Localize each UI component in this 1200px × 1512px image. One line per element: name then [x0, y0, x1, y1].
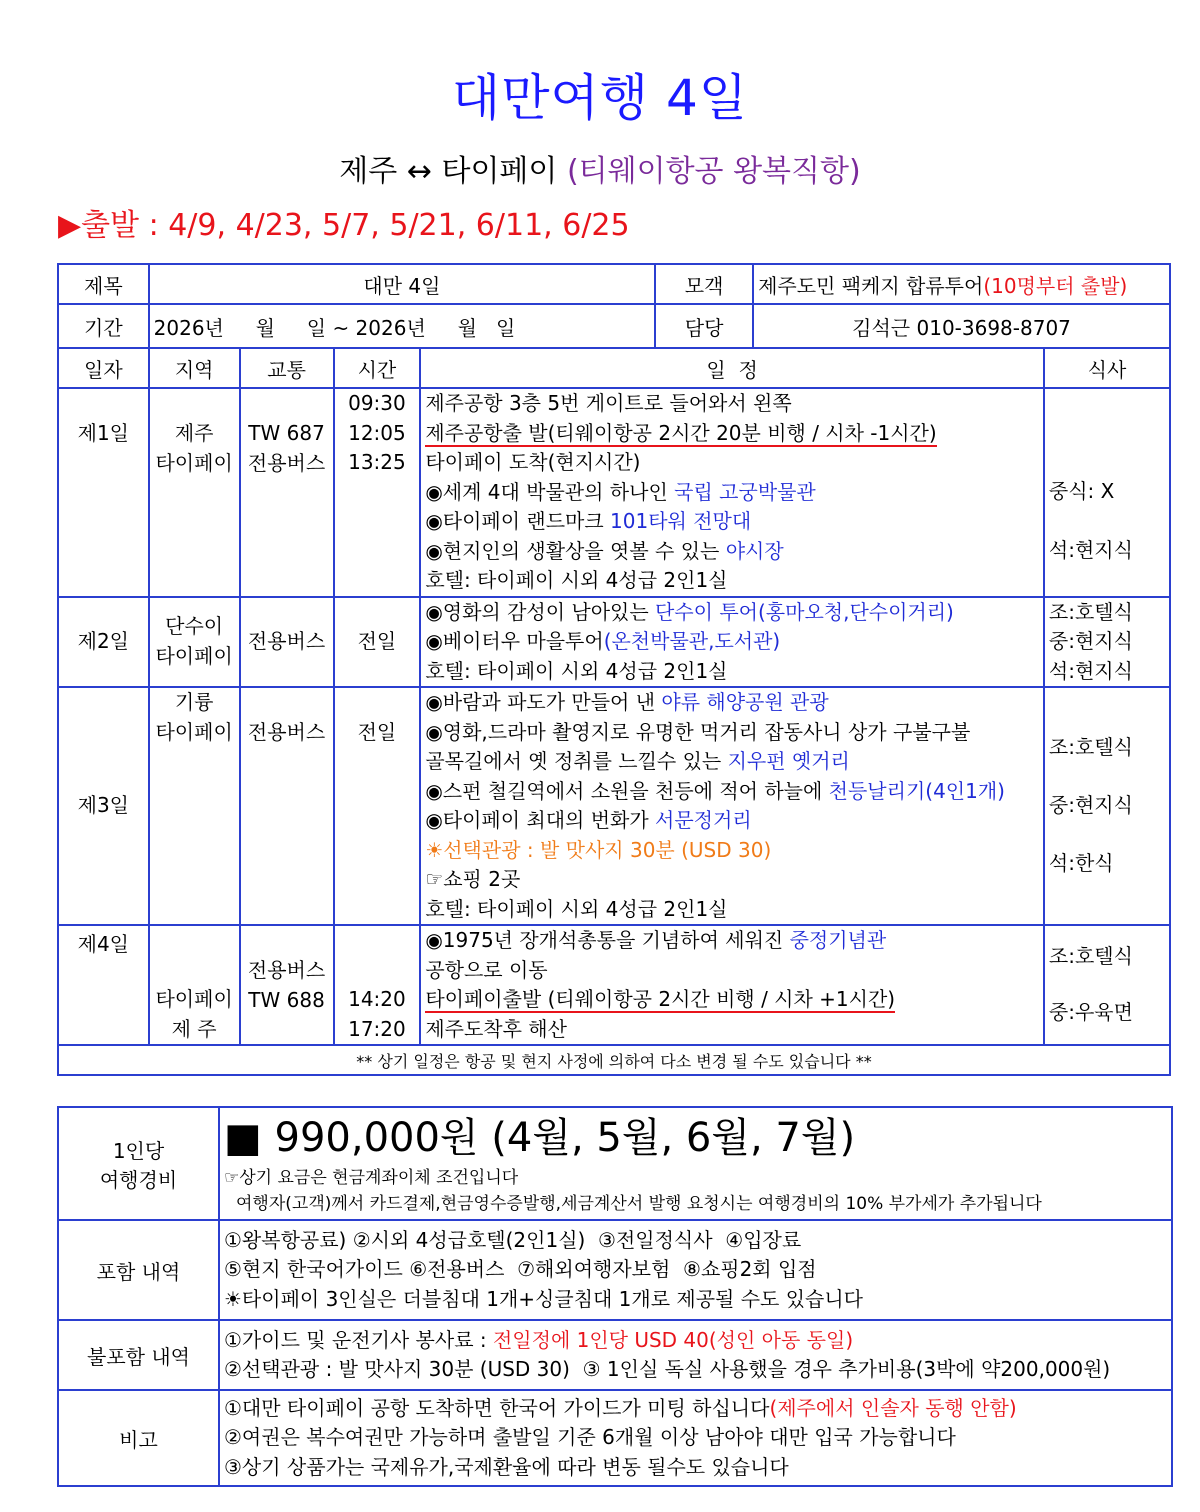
- day-label: [58, 597, 149, 688]
- schedule-text: ◉베이터우 마을투어: [425, 629, 604, 653]
- meal-text: 중:현지식: [1048, 629, 1133, 653]
- schedule-highlight: 지우펀 옛거리: [727, 749, 850, 773]
- schedule-text: 호텔: 타이페이 시외 4성급 2인1실: [425, 658, 728, 683]
- meal-text: 중:현지식: [1048, 793, 1133, 818]
- schedule-line: [425, 926, 1039, 956]
- schedule-line: [425, 598, 1039, 628]
- price-label-line: 1인당: [112, 1138, 165, 1163]
- schedule-text: 제주공항출 발(티웨이항공 2시간 20분 비행 / 시차 -1시간): [425, 420, 937, 445]
- schedule-text: 골목길에서 옛 정취를 느낄수 있는: [425, 749, 728, 773]
- schedule-line: [425, 956, 1039, 986]
- remarks-line: ③상기 상품가는 국제유가,국제환율에 따라 변동 될수도 있습니다: [224, 1454, 789, 1479]
- meal-text: 석:한식: [1048, 851, 1114, 876]
- time-cell: [334, 388, 421, 597]
- transport-cell: [240, 388, 334, 597]
- region-text: 타이페이: [155, 450, 233, 475]
- time-text: 13:25: [348, 450, 406, 474]
- schedule-text: 공항으로 이동: [425, 957, 548, 982]
- day-text: 제2일: [77, 629, 130, 653]
- header-day: 일자: [58, 348, 149, 388]
- time-cell: [334, 925, 421, 1045]
- page-title: 대만여행 4일: [451, 69, 749, 127]
- title-value: [149, 264, 655, 304]
- schedule-line: [425, 895, 1039, 925]
- schedule-text: 타이페이출발 (티웨이항공 2시간 비행 / 시차 +1시간): [425, 987, 896, 1011]
- time-text: 12:05: [348, 420, 406, 445]
- schedule-text: 제주도착후 해산: [425, 1016, 567, 1041]
- departure-dates: ▶출발 : 4/9, 4/23, 5/7, 5/21, 6/11, 6/25: [58, 208, 630, 243]
- schedule-line: [425, 507, 1039, 537]
- schedule-highlight: (온천박물관,도서관): [603, 629, 781, 653]
- schedule-line: [425, 747, 1039, 777]
- schedule-highlight: 야류 해양공원 관광: [661, 690, 829, 714]
- transport-text: 전용버스: [247, 958, 326, 982]
- excluded-label: 불포함 내역: [58, 1320, 219, 1390]
- price-cell: [219, 1107, 1172, 1220]
- price-label-line: 여행경비: [99, 1167, 178, 1192]
- schedule-line: [425, 448, 1039, 478]
- day-label: [58, 388, 149, 597]
- region-text: 제 주: [171, 1016, 217, 1041]
- region-text: 단수이: [165, 614, 224, 639]
- remarks-highlight: (제주에서 인솔자 동행 안함): [769, 1395, 1017, 1420]
- time-cell: [334, 597, 421, 688]
- transport-cell: [240, 925, 334, 1045]
- manager-label: 담당: [655, 304, 753, 348]
- schedule-text: ◉타이페이 최대의 번화가: [425, 808, 656, 832]
- schedule-line: [425, 478, 1039, 508]
- schedule-line: [425, 657, 1039, 687]
- schedule-text: ◉타이페이 랜드마크: [425, 509, 611, 533]
- schedule-text: ◉스펀 철길역에서 소원을 천등에 적어 하늘에: [425, 778, 829, 803]
- region-cell: [149, 687, 240, 925]
- schedule-line: [425, 985, 1039, 1015]
- group-value-text: 제주도민 팩케지 합류투어: [758, 273, 984, 298]
- transport-text: TW 687: [248, 421, 325, 445]
- schedule-line: [425, 627, 1039, 657]
- schedule-text: ◉1975년 장개석총통을 기념하여 세워진: [425, 928, 790, 952]
- transport-cell: [240, 597, 334, 688]
- transport-text: 전용버스: [247, 450, 326, 475]
- remarks-line: [224, 1394, 1167, 1424]
- remarks-line: ②여권은 복수여권만 가능하며 출발일 기준 6개월 이상 남아야 대만 입국 가능합니다: [224, 1425, 956, 1450]
- included-line: ⑤현지 한국어가이드 ⑥전용버스 ⑦해외여행자보험 ⑧쇼핑2회 입점: [224, 1257, 817, 1282]
- optional-tour-text: ☀선택관광 : 발 맛사지 30분 (USD 30): [425, 837, 772, 862]
- excluded-text: ①가이드 및 운전기사 봉사료 :: [224, 1327, 493, 1352]
- day-text: 제3일: [77, 793, 130, 818]
- region-text: 기륭: [174, 690, 214, 714]
- schedule-text: ☞쇼핑 2곳: [425, 867, 521, 891]
- schedule-highlight: 서문정거리: [655, 808, 752, 832]
- region-text: 타이페이: [155, 719, 233, 744]
- meal-text: 조:호텔식: [1048, 599, 1133, 624]
- price-table: [57, 1106, 1173, 1487]
- meal-text: 석:현지식: [1048, 658, 1133, 683]
- group-label-text: 모객: [684, 273, 724, 298]
- schedule-text: 제주공항 3층 5번 게이트로 들어와서 왼쪽: [425, 391, 792, 415]
- day-row: [58, 388, 1170, 597]
- excluded-line: [224, 1326, 1167, 1356]
- schedule-highlight: 중정기념관: [789, 928, 887, 952]
- route-subtitle: [0, 146, 1200, 190]
- schedule-highlight: 야시장: [725, 538, 784, 563]
- schedule-highlight: 101타워 전망대: [610, 509, 752, 533]
- airline-text: (티웨이항공 왕복직항): [566, 154, 861, 189]
- schedule-highlight: 국립 고궁박물관: [674, 479, 816, 504]
- transport-text: TW 688: [248, 987, 325, 1012]
- remarks-text: ①대만 타이페이 공항 도착하면 한국어 가이드가 미팅 하십니다: [224, 1395, 770, 1420]
- price-label: [58, 1107, 219, 1220]
- schedule-line: [425, 688, 1039, 718]
- meal-text: 중식: X: [1048, 479, 1115, 503]
- time-text: 17:20: [348, 1016, 406, 1041]
- schedule-line: [425, 389, 1039, 419]
- time-text: 14:20: [348, 987, 406, 1011]
- day-text: 제1일: [77, 421, 130, 445]
- schedule-line: [425, 537, 1039, 567]
- included-line: ①왕복항공료) ②시외 4성급호텔(2인1실) ③전일정식사 ④입장료: [224, 1227, 802, 1252]
- title-label: [58, 264, 149, 304]
- schedule-text: ◉현지인의 생활상을 엿볼 수 있는: [425, 538, 726, 563]
- remarks-cell: [219, 1390, 1172, 1486]
- time-text: 전일: [357, 629, 397, 653]
- time-cell: [334, 687, 421, 925]
- schedule-highlight: 단수이 투어(홍마오청,단수이거리): [655, 599, 954, 624]
- time-text: 09:30: [348, 391, 406, 415]
- header-schedule: 일 정: [420, 348, 1044, 388]
- included-cell: [219, 1220, 1172, 1320]
- schedule-line: [425, 566, 1039, 596]
- group-value: [753, 264, 1170, 304]
- schedule-cell: [420, 687, 1044, 925]
- meal-text: 조:호텔식: [1048, 944, 1133, 969]
- price-note: ☞상기 요금은 현금계좌이체 조건입니다: [224, 1167, 519, 1188]
- schedule-text: ◉세계 4대 박물관의 하나인: [425, 479, 675, 504]
- schedule-line: [425, 865, 1039, 895]
- meal-cell: [1044, 388, 1170, 597]
- excluded-highlight: 전일정에 1인당 USD 40(성인 아동 동일): [492, 1327, 854, 1352]
- region-cell: [149, 925, 240, 1045]
- schedule-line: [425, 777, 1039, 807]
- remarks-label: 비고: [58, 1390, 219, 1486]
- transport-cell: [240, 687, 334, 925]
- transport-text: 전용버스: [247, 720, 326, 744]
- group-value-highlight: (10명부터 출발): [983, 273, 1128, 298]
- meal-cell: [1044, 687, 1170, 925]
- excluded-line: ②선택관광 : 발 맛사지 30분 (USD 30) ③ 1인실 독실 사용했을 경우 추가비용(3박에 약200,000원): [224, 1357, 1111, 1381]
- time-text: 전일: [357, 720, 397, 744]
- meal-text: 조:호텔식: [1048, 735, 1133, 760]
- schedule-text: 타이페이 도착(현지시간): [425, 450, 641, 474]
- region-cell: [149, 597, 240, 688]
- title-label-text: 제목: [84, 273, 123, 298]
- schedule-line: [425, 1015, 1039, 1045]
- schedule-line: [425, 836, 1039, 866]
- day-text: 제4일: [77, 932, 130, 956]
- schedule-cell: [420, 388, 1044, 597]
- price-note: 여행자(고객)께서 카드결제,현금영수증발행,세금계산서 발행 요청시는 여행경비의 10% 부가세가 추가됩니다: [236, 1193, 1042, 1214]
- itinerary-table: [57, 263, 1171, 1076]
- schedule-highlight: 천등날리기(4인1개): [828, 778, 1005, 803]
- day-row: [58, 687, 1170, 925]
- schedule-text: ◉영화,드라마 촬영지로 유명한 먹거리 잡동사니 상가 구불구불: [425, 719, 971, 744]
- group-label: [655, 264, 753, 304]
- period-label: 기간: [58, 304, 149, 348]
- schedule-cell: [420, 597, 1044, 688]
- meal-text: 중:우육면: [1048, 1000, 1133, 1025]
- schedule-cell: [420, 925, 1044, 1045]
- schedule-line: [425, 419, 1039, 449]
- day-label: [58, 925, 149, 1045]
- day-row: [58, 925, 1170, 1045]
- header-region: 지역: [149, 348, 240, 388]
- header-time: 시간: [334, 348, 421, 388]
- included-line: ☀타이페이 3인실은 더블침대 1개+싱글침대 1개로 제공될 수도 있습니다: [224, 1286, 864, 1311]
- meal-cell: [1044, 925, 1170, 1045]
- meal-cell: [1044, 597, 1170, 688]
- region-text: 제주: [174, 421, 214, 445]
- day-row: [58, 597, 1170, 688]
- route-text: 제주 ↔ 타이페이: [339, 154, 558, 189]
- schedule-line: [425, 718, 1039, 748]
- manager-value: 김석근 010-3698-8707: [753, 304, 1170, 348]
- schedule-text: 호텔: 타이페이 시외 4성급 2인1실: [425, 568, 728, 592]
- day-label: [58, 687, 149, 925]
- included-label: 포함 내역: [58, 1220, 219, 1320]
- schedule-notice: ** 상기 일정은 항공 및 현지 사정에 의하여 다소 변경 될 수도 있습니다 **: [58, 1045, 1170, 1075]
- header-transport: 교통: [240, 348, 334, 388]
- schedule-text: ◉바람과 파도가 만들어 낸: [425, 690, 662, 714]
- region-cell: [149, 388, 240, 597]
- schedule-text: ◉영화의 감성이 남아있는: [425, 599, 656, 624]
- period-value: 2026년 월 일 ~ 2026년 월 일: [149, 304, 655, 348]
- title-value-text: 대만 4일: [363, 273, 441, 298]
- schedule-line: [425, 806, 1039, 836]
- transport-text: 전용버스: [247, 629, 326, 653]
- excluded-cell: [219, 1320, 1172, 1390]
- meal-text: 석:현지식: [1048, 538, 1133, 562]
- schedule-text: 호텔: 타이페이 시외 4성급 2인1실: [425, 896, 728, 921]
- region-text: 타이페이: [155, 987, 233, 1011]
- region-text: 타이페이: [155, 643, 233, 668]
- header-meal: 식사: [1044, 348, 1170, 388]
- price-amount: ■ 990,000원 (4월, 5월, 6월, 7월): [224, 1114, 856, 1161]
